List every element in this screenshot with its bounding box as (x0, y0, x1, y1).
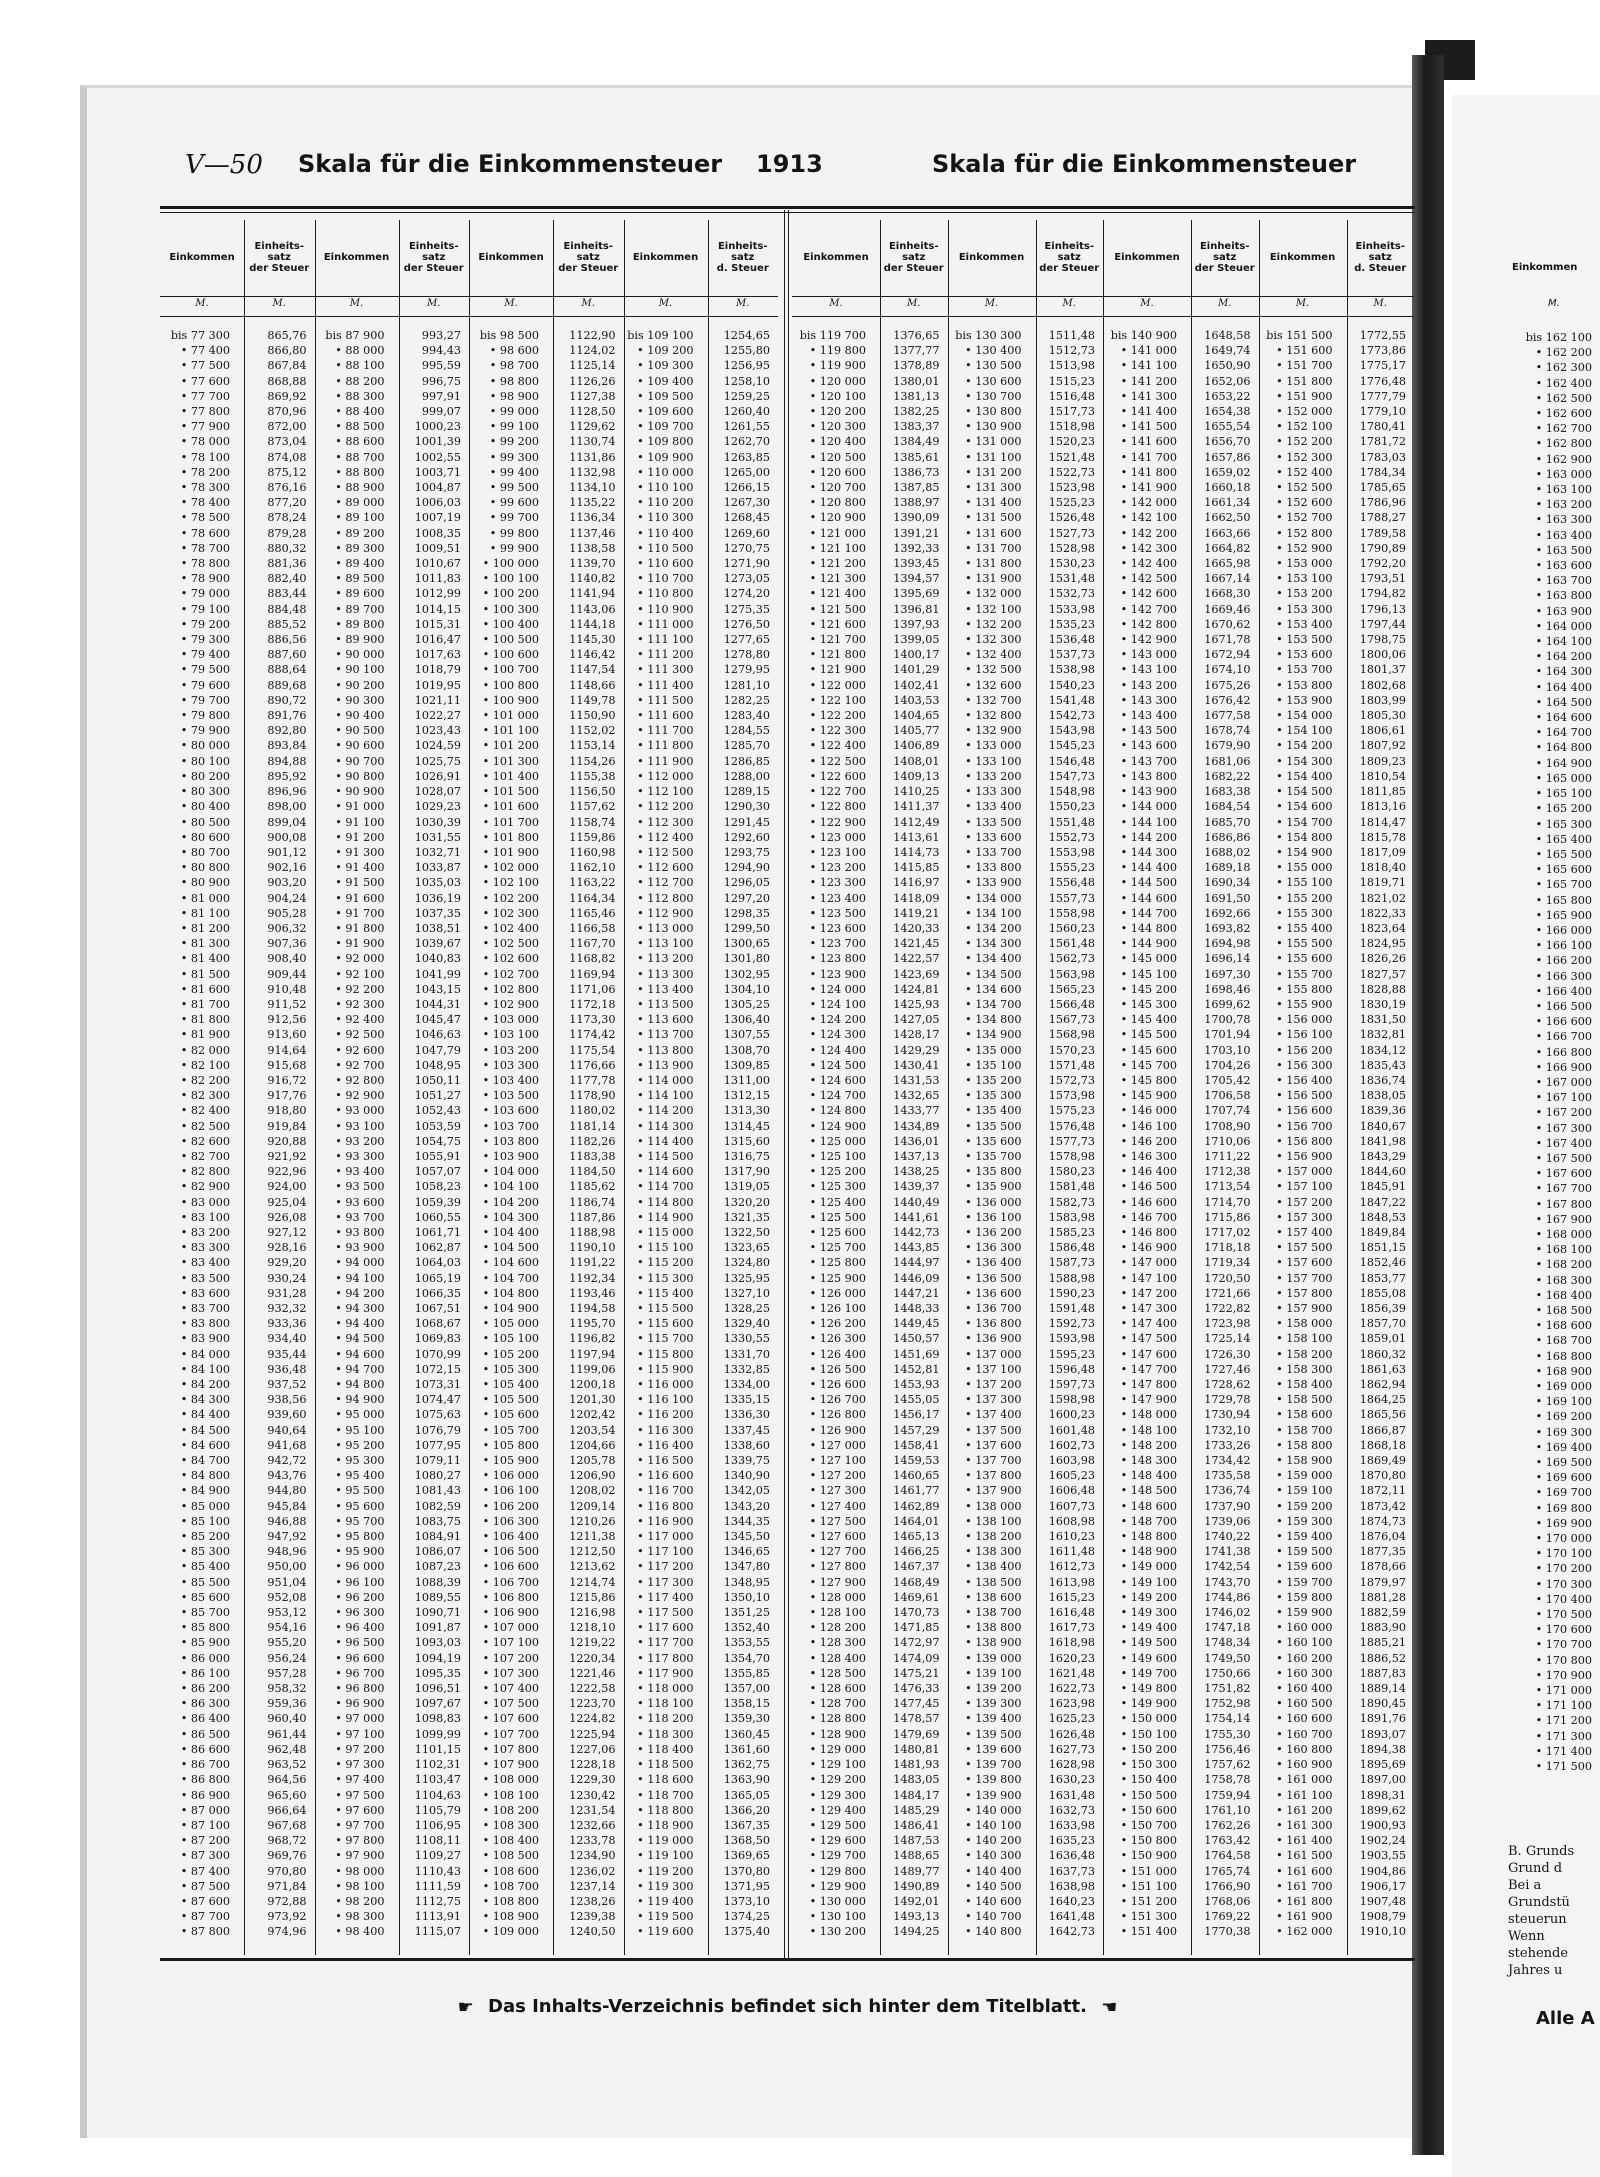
footer-note (160, 1996, 1415, 2026)
unit-label: M. (1062, 298, 1076, 309)
col-header-income: Einkommen (803, 252, 869, 263)
col-header-income: Einkommen (478, 252, 544, 263)
header-rule (160, 296, 778, 297)
footer-text: Das Inhalts-Verzeichnis befindet sich hinter dem Titelblatt. (488, 1996, 1087, 2017)
income-column: bis 77 300 • 77 400 • 77 500 • 77 600 • 77 700 • 77 800 • 77 900 • 78 000 • 78 100 • 78 200 • 78 300 • 78 400 • 78 500 • 78 600 • 78 700 • 78 800 • 78 900 • 79 000 • 79 100 • 79 200 • 79 300 • 79 400 • 79 500 • 79 600 • 79 700 • 79 800 • 79 900 • 80 000 • 80 100 • 80 200 • 80 300 • 80 400 • 80 500 • 80 600 • 80 700 • 80 800 • 80 900 • 81 000 • 81 100 • 81 200 • 81 300 • 81 400 • 81 500 • 81 600 • 81 700 • 81 800 • 81 900 • 82 000 • 82 100 • 82 200 • 82 300 • 82 400 • 82 500 • 82 600 • 82 700 • 82 800 • 82 900 • 83 000 • 83 100 • 83 200 • 83 300 • 83 400 • 83 500 • 83 600 • 83 700 • 83 800 • 83 900 • 84 000 • 84 100 • 84 200 • 84 300 • 84 400 • 84 500 • 84 600 • 84 700 • 84 800 • 84 900 • 85 000 • 85 100 • 85 200 • 85 300 • 85 400 • 85 500 • 85 600 • 85 700 • 85 800 • 85 900 • 86 000 • 86 100 • 86 200 • 86 300 • 86 400 • 86 500 • 86 600 • 86 700 • 86 800 • 86 900 • 87 000 • 87 100 • 87 200 • 87 300 • 87 400 • 87 500 • 87 600 • 87 700 • 87 800 (170, 329, 230, 1939)
column-divider (244, 220, 245, 1955)
unit-row (792, 298, 1414, 316)
income-column: bis 98 500 • 98 600 • 98 700 • 98 800 • 98 900 • 99 000 • 99 100 • 99 200 • 99 300 • 99 400 • 99 500 • 99 600 • 99 700 • 99 800 • 99 900 • 100 000 • 100 100 • 100 200 • 100 300 • 100 400 • 100 500 • 100 600 • 100 700 • 100 800 • 100 900 • 101 000 • 101 100 • 101 200 • 101 300 • 101 400 • 101 500 • 101 600 • 101 700 • 101 800 • 101 900 • 102 000 • 102 100 • 102 200 • 102 300 • 102 400 • 102 500 • 102 600 • 102 700 • 102 800 • 102 900 • 103 000 • 103 100 • 103 200 • 103 300 • 103 400 • 103 500 • 103 600 • 103 700 • 103 800 • 103 900 • 104 000 • 104 100 • 104 200 • 104 300 • 104 400 • 104 500 • 104 600 • 104 700 • 104 800 • 104 900 • 105 000 • 105 100 • 105 200 • 105 300 • 105 400 • 105 500 • 105 600 • 105 700 • 105 800 • 105 900 • 106 000 • 106 100 • 106 200 • 106 300 • 106 400 • 106 500 • 106 600 • 106 700 • 106 800 • 106 900 • 107 000 • 107 100 • 107 200 • 107 300 • 107 400 • 107 500 • 107 600 • 107 700 • 107 800 • 107 900 • 108 000 • 108 100 • 108 200 • 108 300 • 108 400 • 108 500 • 108 600 • 108 700 • 108 800 • 108 900 • 109 000 (479, 329, 539, 1939)
rate-column: 993,27 994,43 995,59 996,75 997,91 999,07 1000,23 1001,39 1002,55 1003,71 1004,87 1006,03 1007,19 1008,35 1009,51 1010,67 1011,83 1012,99 1014,15 1015,31 1016,47 1017,63 1018,79 1019,95 1021,11 1022,27 1023,43 1024,59 1025,75 1026,91 1028,07 1029,23 1030,39 1031,55 1032,71 1033,87 1035,03 1036,19 1037,35 1038,51 1039,67 1040,83 1041,99 1043,15 1044,31 1045,47 1046,63 1047,79 1048,95 1050,11 1051,27 1052,43 1053,59 1054,75 1055,91 1057,07 1058,23 1059,39 1060,55 1061,71 1062,87 1064,03 1065,19 1066,35 1067,51 1068,67 1069,83 1070,99 1072,15 1073,31 1074,47 1075,63 1076,79 1077,95 1079,11 1080,27 1081,43 1082,59 1083,75 1084,91 1086,07 1087,23 1088,39 1089,55 1090,71 1091,87 1093,03 1094,19 1095,35 1096,51 1097,67 1098,83 1099,99 1101,15 1102,31 1103,47 1104,63 1105,79 1106,95 1108,11 1109,27 1110,43 1111,59 1112,75 1113,91 1115,07 (414, 329, 461, 1939)
table-header (792, 220, 1414, 295)
unit-label: M. (427, 298, 441, 309)
col-header-income: Einkommen (1269, 252, 1336, 263)
unit-label: M. (736, 298, 750, 309)
income-column: bis 140 900 • 141 000 • 141 100 • 141 200 • 141 300 • 141 400 • 141 500 • 141 600 • 141 700 • 141 800 • 141 900 • 142 000 • 142 100 • 142 200 • 142 300 • 142 400 • 142 500 • 142 600 • 142 700 • 142 800 • 142 900 • 143 000 • 143 100 • 143 200 • 143 300 • 143 400 • 143 500 • 143 600 • 143 700 • 143 800 • 143 900 • 144 000 • 144 100 • 144 200 • 144 300 • 144 400 • 144 500 • 144 600 • 144 700 • 144 800 • 144 900 • 145 000 • 145 100 • 145 200 • 145 300 • 145 400 • 145 500 • 145 600 • 145 700 • 145 800 • 145 900 • 146 000 • 146 100 • 146 200 • 146 300 • 146 400 • 146 500 • 146 600 • 146 700 • 146 800 • 146 900 • 147 000 • 147 100 • 147 200 • 147 300 • 147 400 • 147 500 • 147 600 • 147 700 • 147 800 • 147 900 • 148 000 • 148 100 • 148 200 • 148 300 • 148 400 • 148 500 • 148 600 • 148 700 • 148 800 • 148 900 • 149 000 • 149 100 • 149 200 • 149 300 • 149 400 • 149 500 • 149 600 • 149 700 • 149 800 • 149 900 • 150 000 • 150 100 • 150 200 • 150 300 • 150 400 • 150 500 • 150 600 • 150 700 • 150 800 • 150 900 • 151 000 • 151 100 • 151 200 • 151 300 • 151 400 (1110, 329, 1177, 1939)
unit-label: M. (984, 298, 999, 309)
column-divider (1347, 220, 1348, 1955)
column-divider (880, 220, 881, 1955)
rate-column: 1376,65 1377,77 1378,89 1380,01 1381,13 1382,25 1383,37 1384,49 1385,61 1386,73 1387,85 1388,97 1390,09 1391,21 1392,33 1393,45 1394,57 1395,69 1396,81 1397,93 1399,05 1400,17 1401,29 1402,41 1403,53 1404,65 1405,77 1406,89 1408,01 1409,13 1410,25 1411,37 1412,49 1413,61 1414,73 1415,85 1416,97 1418,09 1419,21 1420,33 1421,45 1422,57 1423,69 1424,81 1425,93 1427,05 1428,17 1429,29 1430,41 1431,53 1432,65 1433,77 1434,89 1436,01 1437,13 1438,25 1439,37 1440,49 1441,61 1442,73 1443,85 1444,97 1446,09 1447,21 1448,33 1449,45 1450,57 1451,69 1452,81 1453,93 1455,05 1456,17 1457,29 1458,41 1459,53 1460,65 1461,77 1462,89 1464,01 1465,13 1466,25 1467,37 1468,49 1469,61 1470,73 1471,85 1472,97 1474,09 1475,21 1476,33 1477,45 1478,57 1479,69 1480,81 1481,93 1483,05 1484,17 1485,29 1486,41 1487,53 1488,65 1489,77 1490,89 1492,01 1493,13 1494,25 (893, 329, 940, 1939)
income-column: bis 151 500 • 151 600 • 151 700 • 151 800 • 151 900 • 152 000 • 152 100 • 152 200 • 152 300 • 152 400 • 152 500 • 152 600 • 152 700 • 152 800 • 152 900 • 153 000 • 153 100 • 153 200 • 153 300 • 153 400 • 153 500 • 153 600 • 153 700 • 153 800 • 153 900 • 154 000 • 154 100 • 154 200 • 154 300 • 154 400 • 154 500 • 154 600 • 154 700 • 154 800 • 154 900 • 155 000 • 155 100 • 155 200 • 155 300 • 155 400 • 155 500 • 155 600 • 155 700 • 155 800 • 155 900 • 156 000 • 156 100 • 156 200 • 156 300 • 156 400 • 156 500 • 156 600 • 156 700 • 156 800 • 156 900 • 157 000 • 157 100 • 157 200 • 157 300 • 157 400 • 157 500 • 157 600 • 157 700 • 157 800 • 157 900 • 158 000 • 158 100 • 158 200 • 158 300 • 158 400 • 158 500 • 158 600 • 158 700 • 158 800 • 158 900 • 159 000 • 159 100 • 159 200 • 159 300 • 159 400 • 159 500 • 159 600 • 159 700 • 159 800 • 159 900 • 160 000 • 160 100 • 160 200 • 160 300 • 160 400 • 160 500 • 160 600 • 160 700 • 160 800 • 160 900 • 161 000 • 161 100 • 161 200 • 161 300 • 161 400 • 161 500 • 161 600 • 161 700 • 161 800 • 161 900 • 162 000 (1266, 329, 1333, 1939)
income-column: bis 130 300 • 130 400 • 130 500 • 130 600 • 130 700 • 130 800 • 130 900 • 131 000 • 131 100 • 131 200 • 131 300 • 131 400 • 131 500 • 131 600 • 131 700 • 131 800 • 131 900 • 132 000 • 132 100 • 132 200 • 132 300 • 132 400 • 132 500 • 132 600 • 132 700 • 132 800 • 132 900 • 133 000 • 133 100 • 133 200 • 133 300 • 133 400 • 133 500 • 133 600 • 133 700 • 133 800 • 133 900 • 134 000 • 134 100 • 134 200 • 134 300 • 134 400 • 134 500 • 134 600 • 134 700 • 134 800 • 134 900 • 135 000 • 135 100 • 135 200 • 135 300 • 135 400 • 135 500 • 135 600 • 135 700 • 135 800 • 135 900 • 136 000 • 136 100 • 136 200 • 136 300 • 136 400 • 136 500 • 136 600 • 136 700 • 136 800 • 136 900 • 137 000 • 137 100 • 137 200 • 137 300 • 137 400 • 137 500 • 137 600 • 137 700 • 137 800 • 137 900 • 138 000 • 138 100 • 138 200 • 138 300 • 138 400 • 138 500 • 138 600 • 138 700 • 138 800 • 138 900 • 139 000 • 139 100 • 139 200 • 139 300 • 139 400 • 139 500 • 139 600 • 139 700 • 139 800 • 139 900 • 140 000 • 140 100 • 140 200 • 140 300 • 140 400 • 140 500 • 140 600 • 140 700 • 140 800 (955, 329, 1022, 1939)
col-header-income: Einkommen (1114, 252, 1180, 263)
tax-table-right (792, 210, 1414, 1970)
unit-rule (160, 316, 778, 317)
col-header-income: Einkommen (169, 252, 235, 263)
rate-column: 1772,55 1773,86 1775,17 1776,48 1777,79 1779,10 1780,41 1781,72 1783,03 1784,34 1785,65 1786,96 1788,27 1789,58 1790,89 1792,20 1793,51 1794,82 1796,13 1797,44 1798,75 1800,06 1801,37 1802,68 1803,99 1805,30 1806,61 1807,92 1809,23 1810,54 1811,85 1813,16 1814,47 1815,78 1817,09 1818,40 1819,71 1821,02 1822,33 1823,64 1824,95 1826,26 1827,57 1828,88 1830,19 1831,50 1832,81 1834,12 1835,43 1836,74 1838,05 1839,36 1840,67 1841,98 1843,29 1844,60 1845,91 1847,22 1848,53 1849,84 1851,15 1852,46 1853,77 1855,08 1856,39 1857,70 1859,01 1860,32 1861,63 1862,94 1864,25 1865,56 1866,87 1868,18 1869,49 1870,80 1872,11 1873,42 1874,73 1876,04 1877,35 1878,66 1879,97 1881,28 1882,59 1883,90 1885,21 1886,52 1887,83 1889,14 1890,45 1891,76 1893,07 1894,38 1895,69 1897,00 1898,31 1899,62 1900,93 1902,24 1903,55 1904,86 1906,17 1907,48 1908,79 1910,10 (1359, 329, 1406, 1939)
pointing-hand-icon: ☛ (457, 1996, 474, 2018)
income-column: bis 109 100 • 109 200 • 109 300 • 109 400 • 109 500 • 109 600 • 109 700 • 109 800 • 109 900 • 110 000 • 110 100 • 110 200 • 110 300 • 110 400 • 110 500 • 110 600 • 110 700 • 110 800 • 110 900 • 111 000 • 111 100 • 111 200 • 111 300 • 111 400 • 111 500 • 111 600 • 111 700 • 111 800 • 111 900 • 112 000 • 112 100 • 112 200 • 112 300 • 112 400 • 112 500 • 112 600 • 112 700 • 112 800 • 112 900 • 113 000 • 113 100 • 113 200 • 113 300 • 113 400 • 113 500 • 113 600 • 113 700 • 113 800 • 113 900 • 114 000 • 114 100 • 114 200 • 114 300 • 114 400 • 114 500 • 114 600 • 114 700 • 114 800 • 114 900 • 115 000 • 115 100 • 115 200 • 115 300 • 115 400 • 115 500 • 115 600 • 115 700 • 115 800 • 115 900 • 116 000 • 116 100 • 116 200 • 116 300 • 116 400 • 116 500 • 116 600 • 116 700 • 116 800 • 116 900 • 117 000 • 117 100 • 117 200 • 117 300 • 117 400 • 117 500 • 117 600 • 117 700 • 117 800 • 117 900 • 118 000 • 118 100 • 118 200 • 118 300 • 118 400 • 118 500 • 118 600 • 118 700 • 118 800 • 118 900 • 119 000 • 119 100 • 119 200 • 119 300 • 119 400 • 119 500 • 119 600 (627, 329, 694, 1939)
bottom-rule (160, 1958, 1415, 1961)
running-head (0, 150, 1600, 190)
col-header-rate: Einheits- satz der Steuer (249, 241, 310, 274)
header-rule (792, 296, 1414, 297)
column-divider (1036, 220, 1037, 1955)
col-header-rate: Einheits- satz der Steuer (1039, 241, 1100, 274)
rate-column: 865,76 866,80 867,84 868,88 869,92 870,96 872,00 873,04 874,08 875,12 876,16 877,20 878,24 879,28 880,32 881,36 882,40 883,44 884,48 885,52 886,56 887,60 888,64 889,68 890,72 891,76 892,80 893,84 894,88 895,92 896,96 898,00 899,04 900,08 901,12 902,16 903,20 904,24 905,28 906,32 907,36 908,40 909,44 910,48 911,52 912,56 913,60 914,64 915,68 916,72 917,76 918,80 919,84 920,88 921,92 922,96 924,00 925,04 926,08 927,12 928,16 929,20 930,24 931,28 932,32 933,36 934,40 935,44 936,48 937,52 938,56 939,60 940,64 941,68 942,72 943,76 944,80 945,84 946,88 947,92 948,96 950,00 951,04 952,08 953,12 954,16 955,20 956,24 957,28 958,32 959,36 960,40 961,44 962,48 963,52 964,56 965,60 966,64 967,68 968,72 969,76 970,80 971,84 972,88 973,92 974,96 (267, 329, 307, 1939)
next-page-unit: M. (1548, 298, 1560, 309)
next-page-income-column: bis 162 100 • 162 200 • 162 300 • 162 400 • 162 500 • 162 600 • 162 700 • 162 800 • 162 900 • 163 000 • 163 100 • 163 200 • 163 300 • 163 400 • 163 500 • 163 600 • 163 700 • 163 800 • 163 900 • 164 000 • 164 100 • 164 200 • 164 300 • 164 400 • 164 500 • 164 600 • 164 700 • 164 800 • 164 900 • 165 000 • 165 100 • 165 200 • 165 300 • 165 400 • 165 500 • 165 600 • 165 700 • 165 800 • 165 900 • 166 000 • 166 100 • 166 200 • 166 300 • 166 400 • 166 500 • 166 600 • 166 700 • 166 800 • 166 900 • 167 000 • 167 100 • 167 200 • 167 300 • 167 400 • 167 500 • 167 600 • 167 700 • 167 800 • 167 900 • 168 000 • 168 100 • 168 200 • 168 300 • 168 400 • 168 500 • 168 600 • 168 700 • 168 800 • 168 900 • 169 000 • 169 100 • 169 200 • 169 300 • 169 400 • 169 500 • 169 600 • 169 700 • 169 800 • 169 900 • 170 000 • 170 100 • 170 200 • 170 300 • 170 400 • 170 500 • 170 600 • 170 700 • 170 800 • 170 900 • 171 000 • 171 100 • 171 200 • 171 300 • 171 400 • 171 500 (1525, 331, 1592, 1774)
col-header-income: Einkommen (958, 252, 1025, 263)
center-divider (784, 210, 785, 1958)
unit-label: M. (581, 298, 595, 309)
column-divider (708, 220, 709, 1955)
pointing-hand-left-icon: ☚ (1101, 1996, 1118, 2018)
book-spine (1412, 55, 1444, 2155)
rate-column: 1648,58 1649,74 1650,90 1652,06 1653,22 1654,38 1655,54 1656,70 1657,86 1659,02 1660,18 1661,34 1662,50 1663,66 1664,82 1665,98 1667,14 1668,30 1669,46 1670,62 1671,78 1672,94 1674,10 1675,26 1676,42 1677,58 1678,74 1679,90 1681,06 1682,22 1683,38 1684,54 1685,70 1686,86 1688,02 1689,18 1690,34 1691,50 1692,66 1693,82 1694,98 1696,14 1697,30 1698,46 1699,62 1700,78 1701,94 1703,10 1704,26 1705,42 1706,58 1707,74 1708,90 1710,06 1711,22 1712,38 1713,54 1714,70 1715,86 1717,02 1718,18 1719,34 1720,50 1721,66 1722,82 1723,98 1725,14 1726,30 1727,46 1728,62 1729,78 1730,94 1732,10 1733,26 1734,42 1735,58 1736,74 1737,90 1739,06 1740,22 1741,38 1742,54 1743,70 1744,86 1746,02 1747,18 1748,34 1749,50 1750,66 1751,82 1752,98 1754,14 1755,30 1756,46 1757,62 1758,78 1759,94 1761,10 1762,26 1763,42 1764,58 1765,74 1766,90 1768,06 1769,22 1770,38 (1204, 329, 1251, 1939)
rate-column: 1254,65 1255,80 1256,95 1258,10 1259,25 1260,40 1261,55 1262,70 1263,85 1265,00 1266,15 1267,30 1268,45 1269,60 1270,75 1271,90 1273,05 1274,20 1275,35 1276,50 1277,65 1278,80 1279,95 1281,10 1282,25 1283,40 1284,55 1285,70 1286,85 1288,00 1289,15 1290,30 1291,45 1292,60 1293,75 1294,90 1296,05 1297,20 1298,35 1299,50 1300,65 1301,80 1302,95 1304,10 1305,25 1306,40 1307,55 1308,70 1309,85 1311,00 1312,15 1313,30 1314,45 1315,60 1316,75 1317,90 1319,05 1320,20 1321,35 1322,50 1323,65 1324,80 1325,95 1327,10 1328,25 1329,40 1330,55 1331,70 1332,85 1334,00 1335,15 1336,30 1337,45 1338,60 1339,75 1340,90 1342,05 1343,20 1344,35 1345,50 1346,65 1347,80 1348,95 1350,10 1351,25 1352,40 1353,55 1354,70 1355,85 1357,00 1358,15 1359,30 1360,45 1361,60 1362,75 1363,90 1365,05 1366,20 1367,35 1368,50 1369,65 1370,80 1371,95 1373,10 1374,25 1375,40 (723, 329, 770, 1939)
page-number: V—50 (185, 150, 263, 180)
column-divider (553, 220, 554, 1955)
center-divider (788, 210, 789, 1958)
col-header-income: Einkommen (323, 252, 390, 263)
page-title-right: Skala für die Einkommensteuer (932, 150, 1357, 178)
unit-label: M. (1140, 298, 1154, 309)
tax-table-left (160, 210, 778, 1970)
page-title-left: Skala für die Einkommensteuer (298, 150, 723, 178)
column-divider (399, 220, 400, 1955)
col-header-rate: Einheits- satz der Steuer (403, 241, 464, 274)
unit-rule (792, 316, 1414, 317)
next-page-col-header: Einkommen (1512, 262, 1578, 273)
rate-column: 1122,90 1124,02 1125,14 1126,26 1127,38 1128,50 1129,62 1130,74 1131,86 1132,98 1134,10 1135,22 1136,34 1137,46 1138,58 1139,70 1140,82 1141,94 1143,06 1144,18 1145,30 1146,42 1147,54 1148,66 1149,78 1150,90 1152,02 1153,14 1154,26 1155,38 1156,50 1157,62 1158,74 1159,86 1160,98 1162,10 1163,22 1164,34 1165,46 1166,58 1167,70 1168,82 1169,94 1171,06 1172,18 1173,30 1174,42 1175,54 1176,66 1177,78 1178,90 1180,02 1181,14 1182,26 1183,38 1184,50 1185,62 1186,74 1187,86 1188,98 1190,10 1191,22 1192,34 1193,46 1194,58 1195,70 1196,82 1197,94 1199,06 1200,18 1201,30 1202,42 1203,54 1204,66 1205,78 1206,90 1208,02 1209,14 1210,26 1211,38 1212,50 1213,62 1214,74 1215,86 1216,98 1218,10 1219,22 1220,34 1221,46 1222,58 1223,70 1224,82 1225,94 1227,06 1228,18 1229,30 1230,42 1231,54 1232,66 1233,78 1234,90 1236,02 1237,14 1238,26 1239,38 1240,50 (569, 329, 616, 1939)
unit-label: M. (1373, 298, 1387, 309)
col-header-rate: Einheits- satz der Steuer (558, 241, 619, 274)
unit-row (160, 298, 778, 316)
unit-label: M. (829, 298, 843, 309)
table-header (160, 220, 778, 295)
top-rule (160, 206, 1415, 209)
unit-label: M. (195, 298, 209, 309)
unit-label: M. (504, 298, 518, 309)
col-header-rate: Einheits- satz der Steuer (883, 241, 944, 274)
column-divider (1191, 220, 1192, 1955)
unit-label: M. (658, 298, 673, 309)
next-page-bottom-text: Alle A (1536, 2008, 1595, 2029)
col-header-income: Einkommen (632, 252, 699, 263)
unit-label: M. (272, 298, 286, 309)
col-header-rate: Einheits- satz der Steuer (1194, 241, 1255, 274)
rate-column: 1511,48 1512,73 1513,98 1515,23 1516,48 1517,73 1518,98 1520,23 1521,48 1522,73 1523,98 1525,23 1526,48 1527,73 1528,98 1530,23 1531,48 1532,73 1533,98 1535,23 1536,48 1537,73 1538,98 1540,23 1541,48 1542,73 1543,98 1545,23 1546,48 1547,73 1548,98 1550,23 1551,48 1552,73 1553,98 1555,23 1556,48 1557,73 1558,98 1560,23 1561,48 1562,73 1563,98 1565,23 1566,48 1567,73 1568,98 1570,23 1571,48 1572,73 1573,98 1575,23 1576,48 1577,73 1578,98 1580,23 1581,48 1582,73 1583,98 1585,23 1586,48 1587,73 1588,98 1590,23 1591,48 1592,73 1593,98 1595,23 1596,48 1597,73 1598,98 1600,23 1601,48 1602,73 1603,98 1605,23 1606,48 1607,73 1608,98 1610,23 1611,48 1612,73 1613,98 1615,23 1616,48 1617,73 1618,98 1620,23 1621,48 1622,73 1623,98 1625,23 1626,48 1627,73 1628,98 1630,23 1631,48 1632,73 1633,98 1635,23 1636,48 1637,73 1638,98 1640,23 1641,48 1642,73 (1048, 329, 1095, 1939)
next-page-note: B. Grunds Grund d Bei a Grundstü steuerun Wenn stehende Jahres u (1508, 1844, 1575, 1978)
income-column: bis 87 900 • 88 000 • 88 100 • 88 200 • 88 300 • 88 400 • 88 500 • 88 600 • 88 700 • 88 800 • 88 900 • 89 000 • 89 100 • 89 200 • 89 300 • 89 400 • 89 500 • 89 600 • 89 700 • 89 800 • 89 900 • 90 000 • 90 100 • 90 200 • 90 300 • 90 400 • 90 500 • 90 600 • 90 700 • 90 800 • 90 900 • 91 000 • 91 100 • 91 200 • 91 300 • 91 400 • 91 500 • 91 600 • 91 700 • 91 800 • 91 900 • 92 000 • 92 100 • 92 200 • 92 300 • 92 400 • 92 500 • 92 600 • 92 700 • 92 800 • 92 900 • 93 000 • 93 100 • 93 200 • 93 300 • 93 400 • 93 500 • 93 600 • 93 700 • 93 800 • 93 900 • 94 000 • 94 100 • 94 200 • 94 300 • 94 400 • 94 500 • 94 600 • 94 700 • 94 800 • 94 900 • 95 000 • 95 100 • 95 200 • 95 300 • 95 400 • 95 500 • 95 600 • 95 700 • 95 800 • 95 900 • 96 000 • 96 100 • 96 200 • 96 300 • 96 400 • 96 500 • 96 600 • 96 700 • 96 800 • 96 900 • 97 000 • 97 100 • 97 200 • 97 300 • 97 400 • 97 500 • 97 600 • 97 700 • 97 800 • 97 900 • 98 000 • 98 100 • 98 200 • 98 300 • 98 400 (325, 329, 385, 1939)
income-column: bis 119 700 • 119 800 • 119 900 • 120 000 • 120 100 • 120 200 • 120 300 • 120 400 • 120 500 • 120 600 • 120 700 • 120 800 • 120 900 • 121 000 • 121 100 • 121 200 • 121 300 • 121 400 • 121 500 • 121 600 • 121 700 • 121 800 • 121 900 • 122 000 • 122 100 • 122 200 • 122 300 • 122 400 • 122 500 • 122 600 • 122 700 • 122 800 • 122 900 • 123 000 • 123 100 • 123 200 • 123 300 • 123 400 • 123 500 • 123 600 • 123 700 • 123 800 • 123 900 • 124 000 • 124 100 • 124 200 • 124 300 • 124 400 • 124 500 • 124 600 • 124 700 • 124 800 • 124 900 • 125 000 • 125 100 • 125 200 • 125 300 • 125 400 • 125 500 • 125 600 • 125 700 • 125 800 • 125 900 • 126 000 • 126 100 • 126 200 • 126 300 • 126 400 • 126 500 • 126 600 • 126 700 • 126 800 • 126 900 • 127 000 • 127 100 • 127 200 • 127 300 • 127 400 • 127 500 • 127 600 • 127 700 • 127 800 • 127 900 • 128 000 • 128 100 • 128 200 • 128 300 • 128 400 • 128 500 • 128 600 • 128 700 • 128 800 • 128 900 • 129 000 • 129 100 • 129 200 • 129 300 • 129 400 • 129 500 • 129 600 • 129 700 • 129 800 • 129 900 • 130 000 • 130 100 • 130 200 (799, 329, 866, 1939)
unit-label: M. (907, 298, 921, 309)
unit-label: M. (349, 298, 364, 309)
col-header-rate: Einheits- satz d. Steuer (1354, 241, 1407, 274)
unit-label: M. (1218, 298, 1232, 309)
unit-label: M. (1295, 298, 1310, 309)
year-label: 1913 (756, 150, 823, 178)
col-header-rate: Einheits- satz d. Steuer (716, 241, 769, 274)
